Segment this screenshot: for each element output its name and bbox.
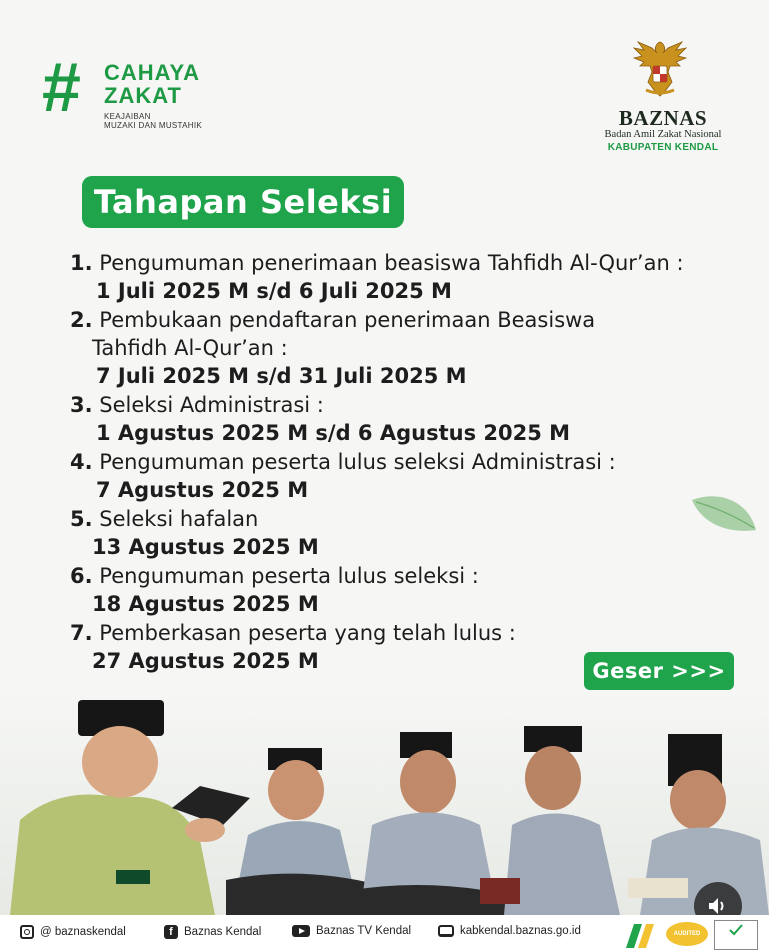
garuda-emblem-icon [630,38,690,100]
step-1-date: 1 Juli 2025 M s/d 6 Juli 2025 M [96,279,452,303]
baznas-mark-icon [622,918,658,950]
step-3-line [70,395,324,416]
instagram-handle: @ baznaskendal [40,926,126,938]
swipe-button-label: Geser >>> [592,659,726,683]
hashtag-icon: # [42,48,81,126]
footer-instagram[interactable] [20,925,126,939]
step-6-date: 18 Agustus 2025 M [92,592,319,616]
page-title: Tahapan Seleksi [93,183,393,221]
step-text: Pengumuman peserta lulus seleksi : [99,564,479,588]
website-url: kabkendal.baznas.go.id [460,925,581,937]
step-5-line [70,509,258,530]
step-4-line [70,452,616,473]
logo-sub-1: KEAJAIBAN [104,112,151,121]
youtube-name: Baznas TV Kendal [316,925,412,937]
footer-website[interactable] [438,925,581,937]
students-reading-photo [0,690,769,915]
check-icon [729,924,743,936]
baznas-region: KABUPATEN KENDAL [607,142,719,153]
step-number: 6. [70,564,93,588]
laptop-icon [438,925,454,937]
step-3-date: 1 Agustus 2025 M s/d 6 Agustus 2025 M [96,421,571,445]
baznas-name: BAZNAS [618,106,708,130]
logo-line-2: ZAKAT [104,83,182,108]
step-text: Pemberkasan peserta yang telah lulus : [99,621,516,645]
audited-badge: AUDITED [666,922,708,946]
step-text: Pembukaan pendaftaran penerimaan Beasiswa [99,308,596,332]
step-number: 3. [70,393,93,417]
baznas-logo [588,38,738,156]
step-text: Seleksi Administrasi : [99,393,324,417]
step-number: 5. [70,507,93,531]
cahaya-zakat-logo [42,48,232,130]
leaf-decoration-icon [688,490,760,538]
certification-badges [622,918,762,950]
facebook-name: Baznas Kendal [184,926,262,938]
step-2-date: 7 Juli 2025 M s/d 31 Juli 2025 M [96,364,467,388]
step-number: 7. [70,621,93,645]
wtp-badge-icon [714,920,758,950]
facebook-icon: f [164,925,178,939]
step-number: 4. [70,450,93,474]
step-text: Pengumuman peserta lulus seleksi Administrasi : [99,450,616,474]
step-1-line [70,253,684,274]
step-number: 2. [70,308,93,332]
step-7-line [70,623,516,644]
step-7-date: 27 Agustus 2025 M [92,649,319,673]
step-5-date: 13 Agustus 2025 M [92,535,319,559]
youtube-icon [292,925,310,937]
step-2-line [70,310,595,331]
title-banner [82,176,404,228]
footer-youtube[interactable] [292,925,411,937]
swipe-button[interactable] [584,652,734,690]
footer-facebook[interactable] [164,925,261,939]
logo-line-1: CAHAYA [104,60,201,85]
step-number: 1. [70,251,93,275]
step-2-line-2: Tahfidh Al-Qur’an : [92,336,288,360]
logo-sub-2: MUZAKI DAN MUSTAHIK [104,121,203,130]
baznas-subtitle: Badan Amil Zakat Nasional [604,129,722,140]
step-text: Seleksi hafalan [99,507,259,531]
instagram-icon [20,925,34,939]
step-6-line [70,566,479,587]
speaker-icon [707,896,729,916]
step-4-date: 7 Agustus 2025 M [96,478,309,502]
step-text: Pengumuman penerimaan beasiswa Tahfidh Al-Qur’an : [99,251,684,275]
